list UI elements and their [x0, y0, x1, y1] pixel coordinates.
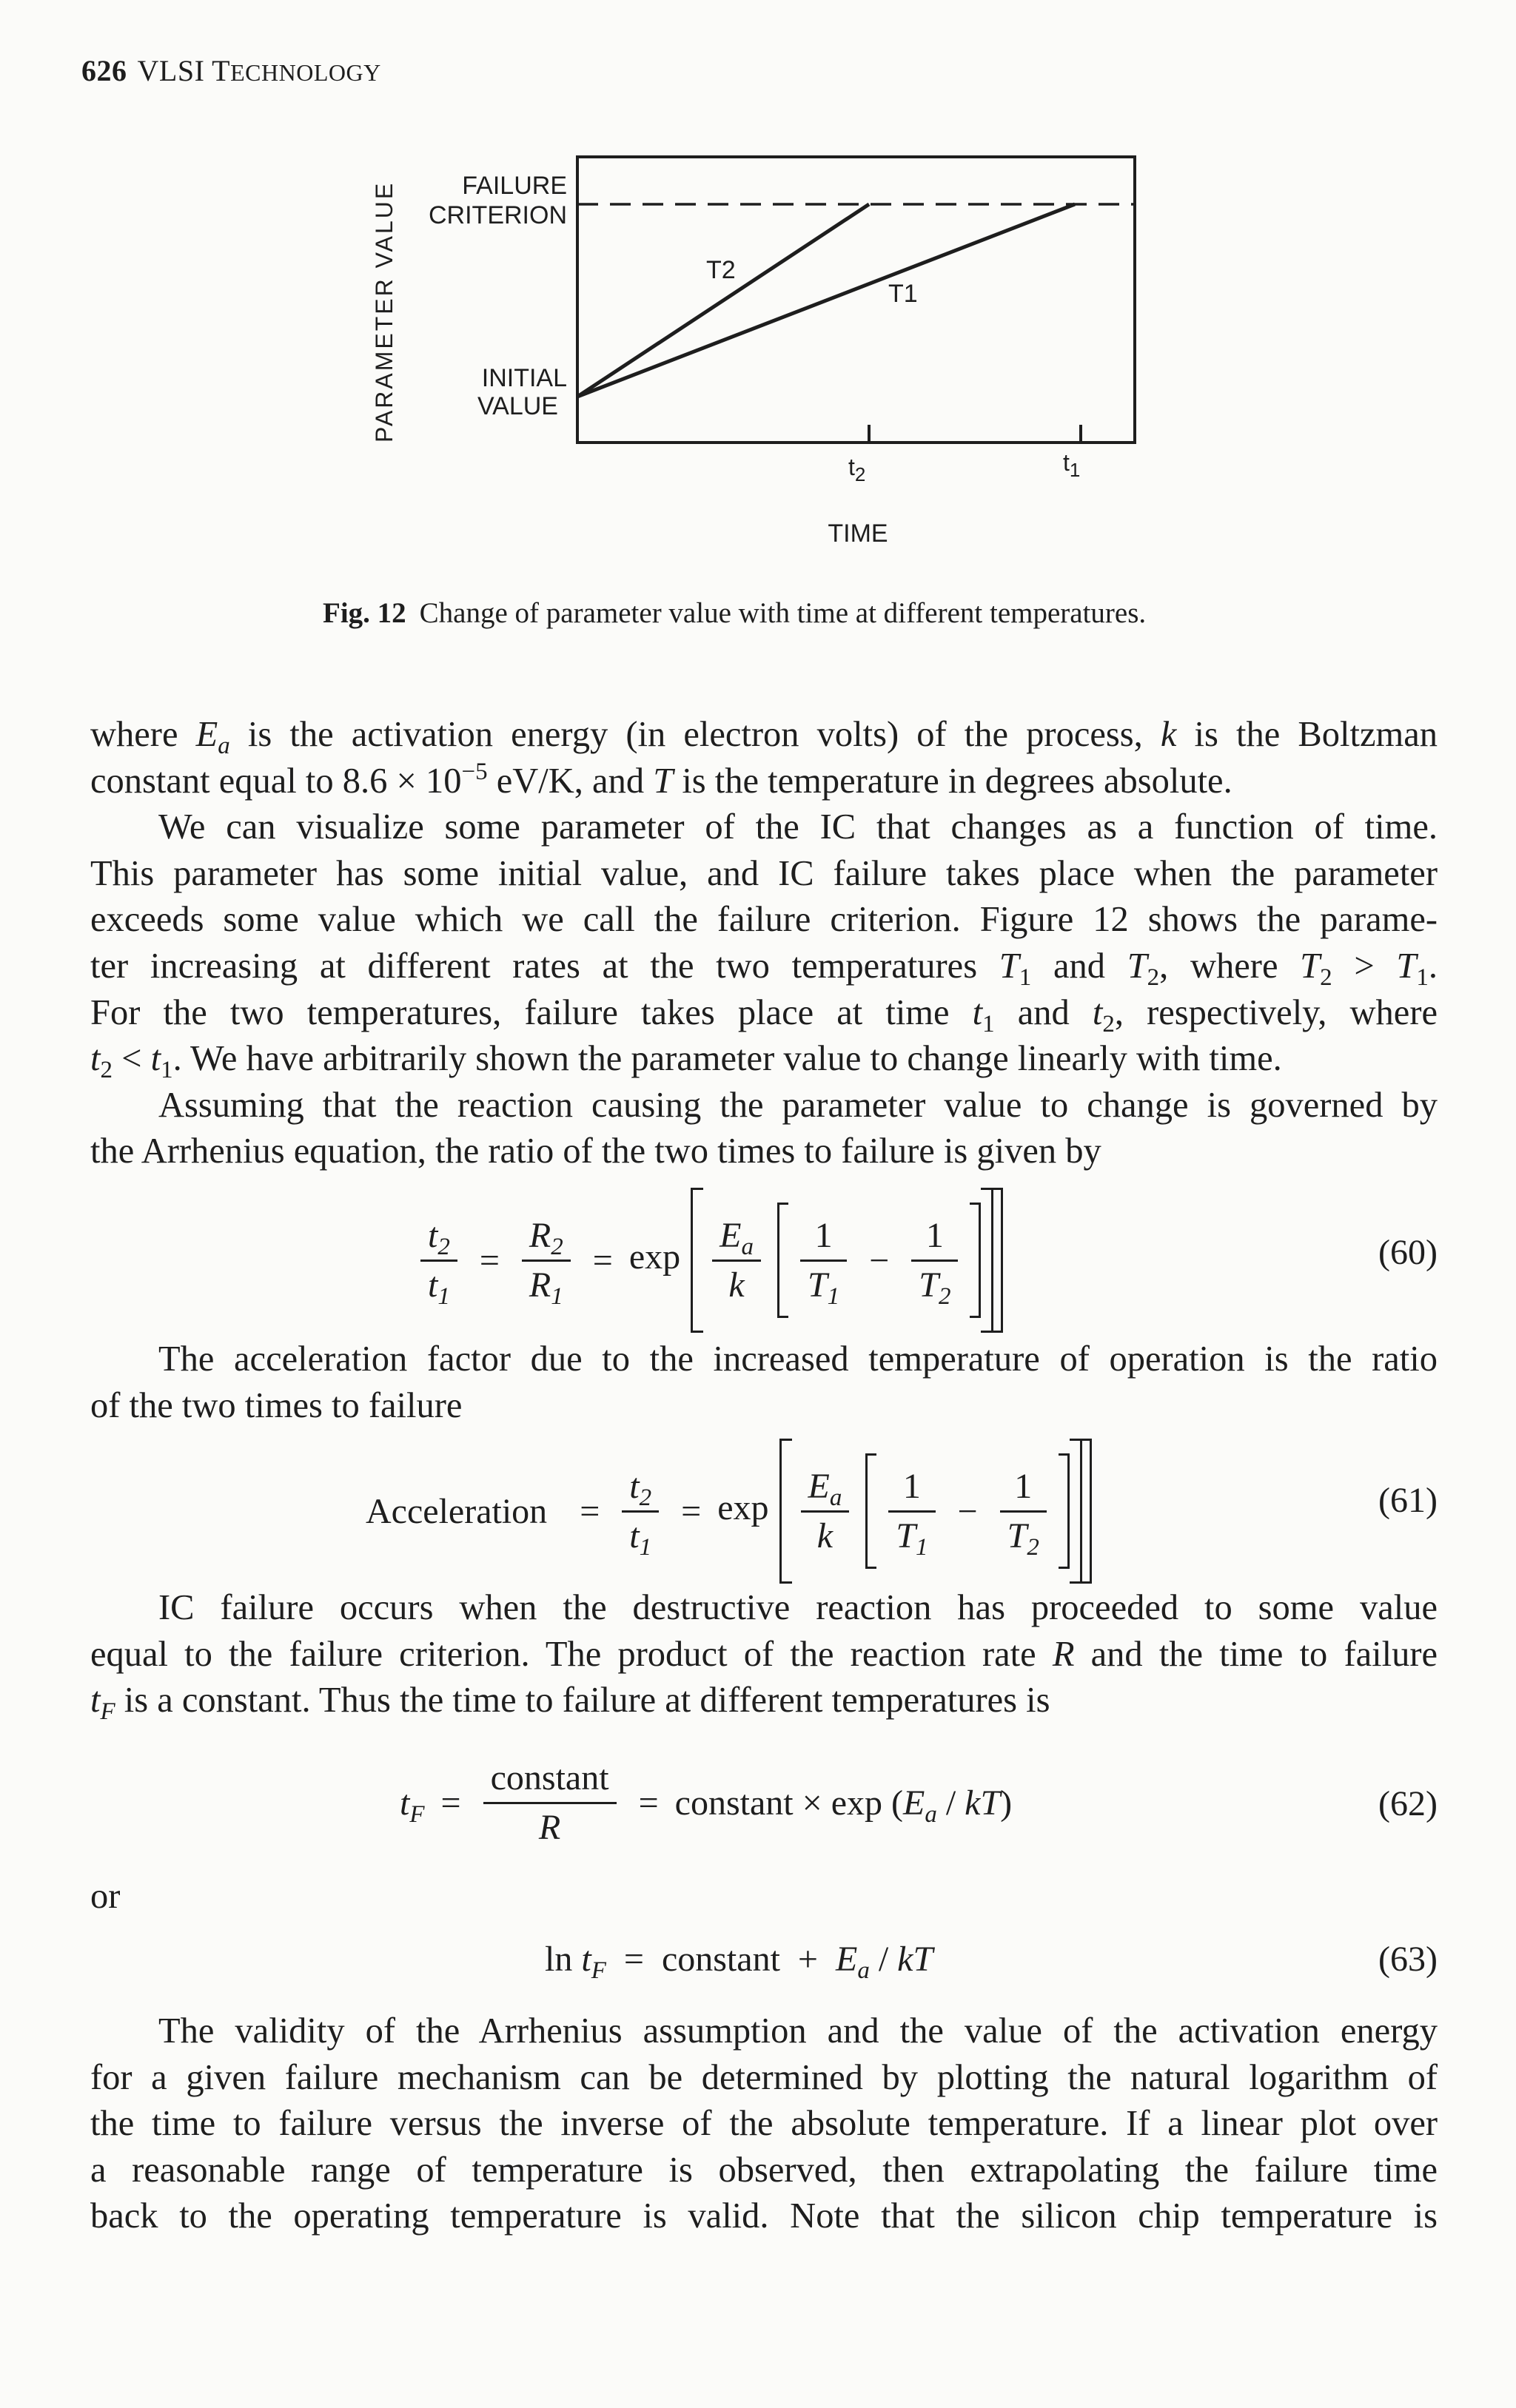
caption-text: Change of parameter value with time at different temperatures.: [419, 597, 1147, 629]
plot-frame: [577, 157, 1135, 443]
running-head: [81, 53, 381, 88]
constant-62: constant: [674, 1783, 794, 1823]
equation-60: $\frac{t_2}{t_1}$ = $\frac{R_2}{R_1}$ = exp $\frac{E_a}{k}$ $\frac{1}{T_1}$ − $\frac{1}{T_2}$: [415, 1188, 1003, 1333]
running-title: VLSI T: [137, 54, 231, 87]
equation-number-62: (62): [1378, 1784, 1438, 1823]
tick-label-t2: $t_2$: [848, 454, 866, 485]
equation-number-60: (60): [1378, 1233, 1438, 1272]
constant-63: constant: [661, 1940, 780, 1979]
y-axis-label: PARAMETER VALUE: [371, 181, 398, 443]
failure-criterion-label-2: CRITERION: [429, 201, 567, 229]
body-text-4: The validity of the Arrhenius assumption and the value of the activation energy for a given failure mechanism can be determined by plotting the natural logarithm of the time to failure versus the inverse of the absolute temperature. If a linear plot over a reasonable range of temperature is observed, then extrapolating the failure time back to the operating temperature is valid. Note that the silicon chip temperature is: [90, 2011, 1438, 2236]
or-word: [90, 1874, 1438, 1920]
page-number: 626: [81, 54, 127, 87]
line-label-T2: T2: [706, 256, 736, 284]
equation-number-63: (63): [1378, 1940, 1438, 1979]
x-axis-label: TIME: [828, 519, 888, 548]
running-title-smallcaps: ECHNOLOGY: [230, 59, 381, 86]
equation-number-61: (61): [1378, 1481, 1438, 1520]
ln-63: ln: [545, 1940, 573, 1979]
exp-62: exp: [831, 1783, 882, 1823]
caption-label: Fig. 12: [323, 597, 406, 629]
exp-60: exp: [628, 1237, 681, 1277]
figure-caption: [323, 596, 1146, 630]
constant-numerator: constant: [483, 1758, 617, 1804]
tick-label-t1: $t_1$: [1063, 449, 1081, 481]
body-text-2: The acceleration factor due to the increased temperature of operation is the ratio of the two times to failure: [90, 1339, 1438, 1425]
line-label-T1: T1: [888, 280, 918, 308]
initial-value-label-2: VALUE: [477, 392, 558, 420]
failure-criterion-label-1: FAILURE: [462, 172, 567, 200]
figure-12: [355, 133, 1207, 562]
equation-61: Acceleration = $\frac{t_2}{t_1}$ = exp $\frac{E_a}{k}$ $\frac{1}{T_1}$ − $\frac{1}{T_2}$: [366, 1439, 1092, 1584]
initial-value-label-1: INITIAL: [481, 364, 567, 392]
equation-63: $\ln t_F$ = constant + $E_a$ / kT: [545, 1940, 933, 1984]
acceleration-word: Acceleration: [366, 1491, 548, 1531]
body-text-1: where $E_a$ is the activation energy (in electron volts) of the process, k is the Boltzman constant equal to $8.6 \times 10^{-5}$ eV/K, and T is the temperature in degrees absolute. We can visualize some parameter of the IC that changes as a function of time. This parameter has some initial value, and IC failure takes place when the parameter exceeds some value which we call the failure criterion. Figure 12 shows the parame- ter increasing at different rates at the two temperatures $T_1$ and $T_2$, where $T_2 > T_1$. For the two temperatures, failure takes place at time $t_1$ and $t_2$, respectively, where $t_2 < t_1$. We have arbitrarily shown the parameter value to change linearly with time. Assuming that the reaction causing the parameter value to change is governed by the Arrhenius equation, the ratio of the two times to failure is given by: [90, 715, 1438, 1171]
exp-61: exp: [717, 1488, 769, 1528]
equation-62: $t_F$ = $\frac{\text{constant}}{R}$ = constant × $\exp (E_a / kT)$: [400, 1758, 1013, 1847]
or-text: or: [90, 1877, 121, 1916]
body-text-3: IC failure occurs when the destructive reaction has proceeded to some value equal to the failure criterion. The product of the reaction rate R and the time to failure $t_F$ is a constant. Thus the time to failure at different temperatures is: [90, 1588, 1438, 1726]
